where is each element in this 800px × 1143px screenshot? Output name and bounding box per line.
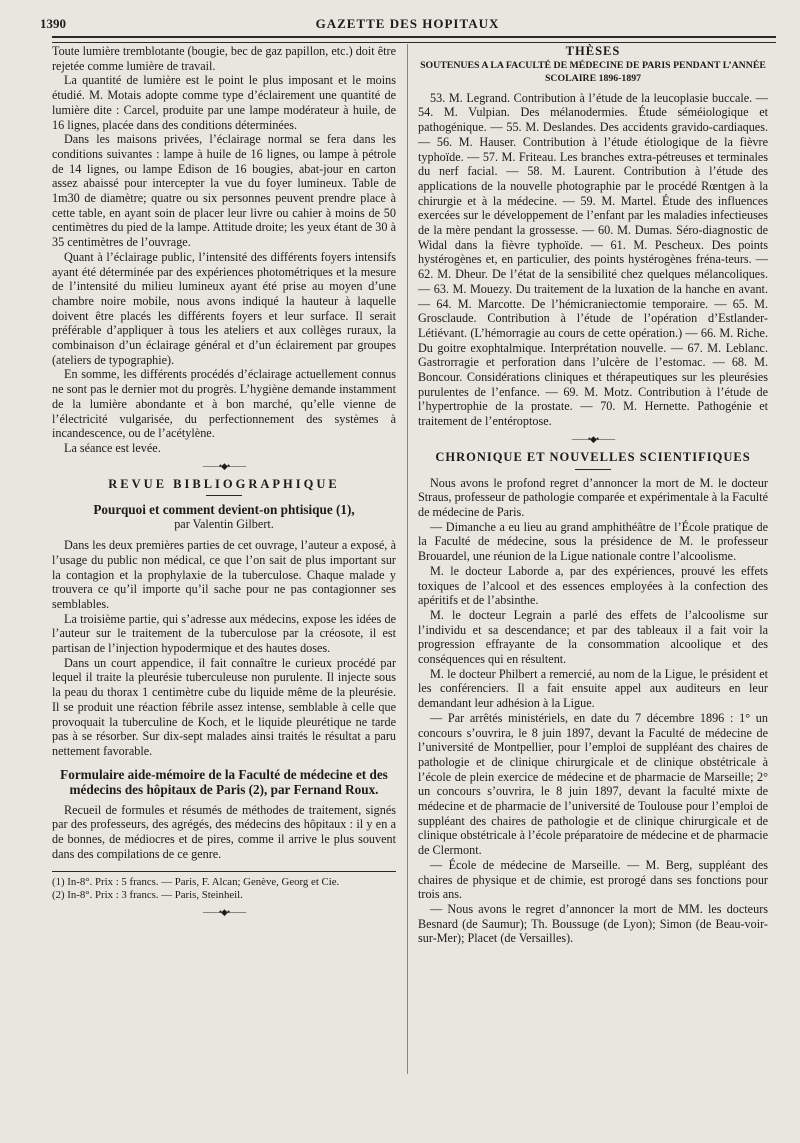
- paragraph: Quant à l’éclairage public, l’intensité des différents foyers intensifs ayant été déterminée par des expériences photométriques et la mesure de l’intensité du milieu lumineux ayant été prise au moyen d’une chambre noire mobile, nous avons indiqué la hauteur à laquelle doivent être placés les différents foyers et leur surface. Il serait préférable d’appliquer à tous les ateliers et aux collèges ruraux, la combinaison d’un éclairage général et d’un éclairement par groupes (ateliers de typographie).: [52, 249, 396, 367]
- paragraph: La troisième partie, qui s’adresse aux médecins, expose les idées de l’auteur sur le traitement de la tuberculose par la créosote, il est partisan de l’injection hypodermique et des hautes doses.: [52, 611, 396, 656]
- paragraph: La séance est levée.: [64, 440, 161, 455]
- footnote: (1) In-8°. Prix : 5 francs. — Paris, F. Alcan; Genève, Georg et Cie.: [52, 876, 340, 889]
- footnote-rule: [52, 871, 396, 872]
- paragraph: M. le docteur Philbert a remercié, au nom de la Ligue, le président et les conférenciers. Il a fait ensuite appel aux auditeurs en leur demandant leur adhésion à la Ligue.: [418, 666, 768, 711]
- paragraph: En somme, les différents procédés d’éclairage actuellement connus ne sont pas le dernier mot du progrès. L’hygiène demande instamment de la lumière abondante et à bon marché, qu’elle vienne de l’électricité vulgarisée, du perfectionnement des systèmes à incandescence, ou de l’acétylène.: [52, 367, 396, 441]
- revue-heading: REVUE BIBLIOGRAPHIQUE: [108, 476, 340, 491]
- paragraph: La quantité de lumière est le point le plus imposant et le moins étudié. M. Motais adopte comme type d’éclairement une quantité de lumière dite : Carcel, produite par une lampe modérateur à huile, de 16 lignes, placée dans des conditions déterminées.: [52, 73, 396, 132]
- paragraph: Dans les deux premières parties de cet ouvrage, l’auteur a exposé, à l’usage du public non médical, ce que l’on sait de plus important sur la contagion et la prophylaxie de la tuberculose. Chaque malade y trouvera ce qu’il importe qu’il sache pour ne pas contagionner ses semblables.: [52, 538, 396, 611]
- column-divider: [407, 44, 408, 1074]
- section-ornament: ——•◆•——: [202, 460, 246, 471]
- paragraph: M. le docteur Laborde a, par des expériences, prouvé les effets toxiques de l’alcool et des essences employées à la confection des apéritifs et de l’absinthe.: [418, 563, 768, 608]
- paragraph: — École de médecine de Marseille. — M. Berg, suppléant des chaires de physique et de chimie, est prorogé dans ses fonctions pour trois ans.: [418, 857, 768, 902]
- theses-heading: THÈSES: [565, 44, 621, 58]
- end-ornament: ——•◆•——: [202, 907, 246, 918]
- paragraph: Nous avons le profond regret d’annoncer la mort de M. le docteur Straus, professeur de pathologie comparée et expérimentale à la Faculté de médecine de Paris.: [418, 475, 768, 519]
- right-column: [418, 44, 768, 946]
- page-number: 1390: [40, 16, 66, 31]
- journal-title: GAZETTE DES HOPITAUX: [315, 16, 500, 31]
- theses-subheading: SOUTENUES A LA FACULTÉ DE MÉDECINE DE PARIS PENDANT L’ANNÉE SCOLAIRE 1896-1897: [420, 59, 766, 84]
- paragraph: — Dimanche a eu lieu au grand amphithéâtre de l’École pratique de la Faculté de médecine, sous la présidence de M. le professeur Brouardel, une réunion de la Ligue nationale contre l’alcoolisme.: [418, 519, 768, 564]
- page-header: [40, 12, 775, 36]
- article-author: par Valentin Gilbert.: [174, 517, 274, 532]
- header-rule: [52, 36, 776, 43]
- chronique-heading: CHRONIQUE ET NOUVELLES SCIENTIFIQUES: [435, 449, 751, 464]
- footnote: (2) In-8°. Prix : 3 francs. — Paris, Steinheil.: [52, 889, 243, 902]
- footnotes: [52, 876, 396, 902]
- paragraph: Dans les maisons privées, l’éclairage normal se fera dans les conditions suivantes : lampe à huile de 16 lignes, ou lampe à pétrole de 14 lignes, ou lampe Edison de 16 bougies, abat-jour en carton assez abaissé pour intercepter la vue du foyer lumineux. Table de 1m30 de diamètre; quatre ou six personnes peuvent prendre place à cette table, en ayant soin de placer leur livre ou cahier à moins de 50 centimètres du pied de la lampe. Attitude droite; les yeux étant de 30 à 35 centimètres de l’ouvrage.: [52, 132, 396, 250]
- paragraph: Toute lumière tremblotante (bougie, bec de gaz papillon, etc.) doit être rejetée comme lumière de travail.: [52, 44, 396, 73]
- left-column: [52, 44, 396, 923]
- article-title: Formulaire aide-mémoire de la Faculté de médecine et des médecins des hôpitaux de Paris (2), par Fernand Roux.: [60, 766, 388, 797]
- article-title: Pourquoi et comment devient-on phtisique (1),: [93, 502, 355, 518]
- heading-rule: [206, 495, 242, 496]
- paragraph: 53. M. Legrand. Contribution à l’étude de la leucoplasie buccale. — 54. M. Vulpian. Des mélanodermies. Étude séméiologique et pathogénique. — 55. M. Deslandes. Des accidents gravido-cardiaques. — 56. M. Hauser. Contribution à l’étude étiologique de la fièvre typhoïde. — 57. M. Friteau. Les branches extra-pétreuses et terminales du nerf facial. — 58. M. Laurent. Contribution à l’étude des applications de la nouvelle photographie par le procédé Rœntgen à la chirurgie et à la médecine. — 59. M. Martel. Étude des influences exercées sur le développement de l’enfant par les maladies infectieuses de la mère pendant la grossesse. — 60. M. Dumas. Séro-diagnostic de Widal dans la fièvre typhoïde. — 61. M. Pescheux. Des points hystérogènes et, en particulier, des points hystérogènes fréna-teurs. — 62. M. Dheur. De l’état de la sensibilité chez quelques mélancoliques. — 63. M. Mouezy. Du traitement de la luxation de la hanche en avant. — 64. M. Marcotte. De l’hémicraniectomie temporaire. — 65. M. Grosclaude. Contribution à l’étude de l’opération d’Estlander-Létiévant. (L’hémorragie au cours de cette opération.) — 66. M. Riche. Du goitre exophtalmique. Interprétation nouvelle. — 67. M. Leblanc. Gastrorragie et perforation dans l’ulcère de l’estomac. — 68. M. Boncour. Considérations cliniques et thérapeutiques sur les pleurésies purulentes de l’enfance. — 69. M. Motz. Contribution à l’étude de l’hypertrophie de la prostate. — 70. M. Hernette. Pathogénie et traitement de l’entéroptose.: [418, 90, 768, 429]
- paragraph: — Par arrêtés ministériels, en date du 7 décembre 1896 : 1° un concours s’ouvrira, le 8 juin 1897, devant la Faculté de médecine de l’université de Montpellier, pour l’emploi de suppléant des chaires de pathologie et de clinique chirurgicale et de clinique obstétricale à l’école de plein exercice de médecine et de pharmacie de Marseille; 2° un concours s’ouvrira, le 8 juin 1897, devant la faculté mixte de médecine et de pharmacie de l’université de Toulouse pour l’emploi de suppléant des chaires de pathologie et de clinique chirurgicale et de clinique obstétricale à l’école préparatoire de médecine et de pharmacie de Clermont.: [418, 710, 768, 858]
- paragraph: M. le docteur Legrain a parlé des effets de l’alcoolisme sur l’individu et sa descendance; et par des tableaux il a fait voir la progression effrayante de la consommation alcoolique et des conséquences qui en résultent.: [418, 607, 768, 667]
- paragraph: — Nous avons le regret d’annoncer la mort de MM. les docteurs Besnard (de Saumur); Th. Boussuge (de Lyon); Simon (de Beau-voir-sur-Mer); Placet (de Versailles).: [418, 901, 768, 946]
- section-ornament: ——•◆•——: [571, 433, 615, 444]
- paragraph: Dans un court appendice, il fait connaître le curieux procédé par lequel il traite la pleurésie tuberculeuse non purulente. Il injecte sous la peau du thorax 1 centimètre cube du liquide même de la pleurésie. Il se produit une réaction fébrile assez intense, semblable à celle que provoquait la tuberculine de Koch, et le liquide pleurétique ne tarde pas à se résorber. Sur dix-sept malades ainsi traités le résultat a paru nettement favorable.: [52, 655, 396, 758]
- heading-rule: [575, 469, 611, 470]
- paragraph: Recueil de formules et résumés de méthodes de traitement, signés par des professeurs, des agrégés, des médecins des hôpitaux : il y en a de bonnes, de médiocres et de pires, comme il arrive le plus souvent dans des compilations de ce genre.: [52, 802, 396, 861]
